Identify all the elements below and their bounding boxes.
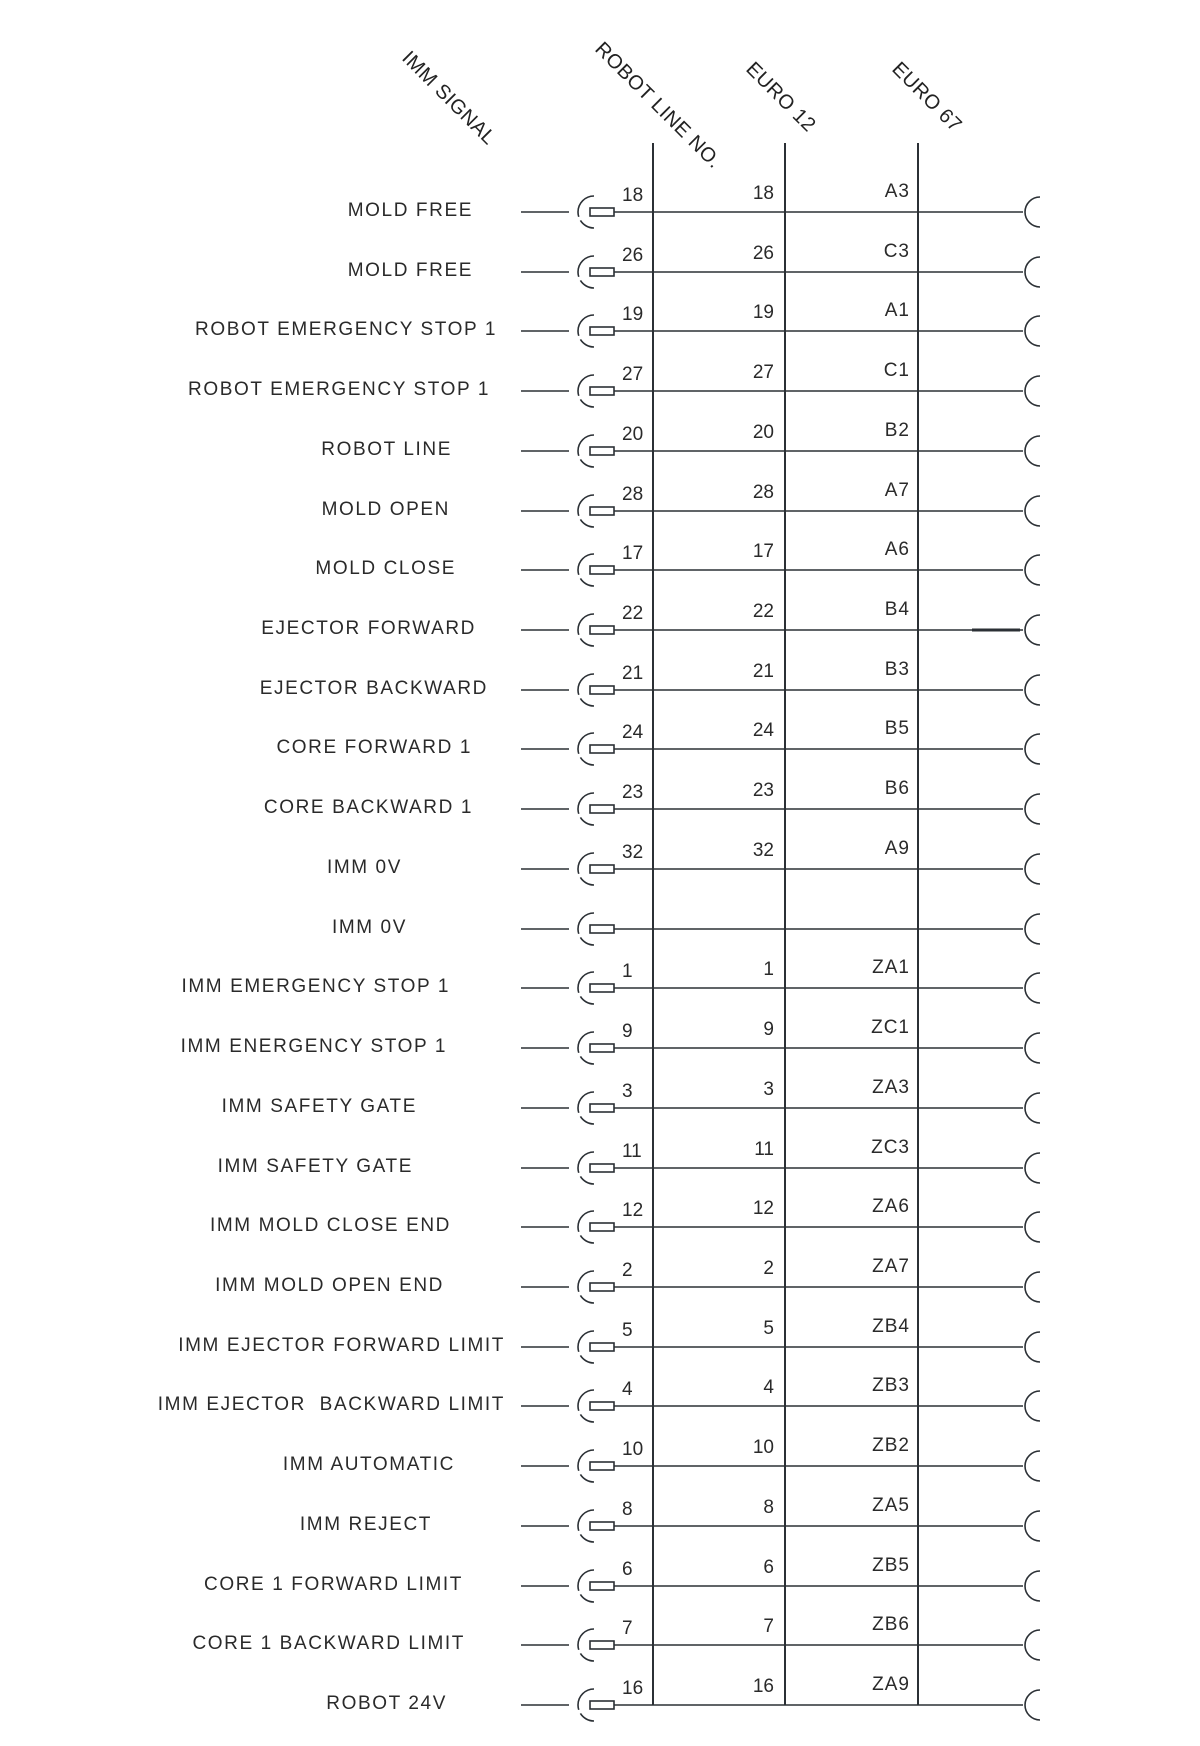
signal-label: IMM EJECTOR BACKWARD LIMIT (157, 1394, 505, 1415)
signal-label: EJECTOR BACKWARD (259, 678, 488, 699)
robot-line-number: 10 (622, 1439, 644, 1460)
signal-label: MOLD FREE (347, 260, 473, 281)
plug-pin-icon (590, 1283, 614, 1291)
robot-line-number: 5 (622, 1320, 633, 1341)
signal-label: CORE 1 BACKWARD LIMIT (192, 1633, 465, 1654)
robot-line-number: 26 (622, 245, 644, 266)
robot-line-number: 22 (622, 603, 644, 624)
euro12-pin: 12 (752, 1198, 774, 1219)
plug-pin-icon (590, 1641, 614, 1649)
plug-pin-icon (590, 1462, 614, 1470)
right-socket-arc-icon (1025, 376, 1040, 406)
euro12-pin: 22 (752, 601, 774, 622)
signal-label: MOLD FREE (347, 200, 473, 221)
robot-line-number: 28 (622, 484, 644, 505)
euro12-pin: 26 (752, 243, 774, 264)
euro12-pin: 18 (752, 183, 774, 204)
plug-pin-icon (590, 805, 614, 813)
euro67-pin: A1 (884, 300, 910, 321)
right-socket-arc-icon (1025, 914, 1040, 944)
signal-label: IMM 0V (331, 917, 407, 938)
signal-label: ROBOT LINE (321, 439, 452, 460)
euro12-pin: 21 (752, 661, 774, 682)
signal-label: IMM SAFETY GATE (221, 1096, 417, 1117)
right-socket-arc-icon (1025, 555, 1040, 585)
plug-pin-icon (590, 1044, 614, 1052)
euro12-pin: 28 (752, 482, 774, 503)
robot-line-number: 7 (622, 1618, 633, 1639)
signal-label: CORE BACKWARD 1 (263, 797, 473, 818)
plug-pin-icon (590, 208, 614, 216)
plug-pin-icon (590, 327, 614, 335)
signal-label: IMM EJECTOR FORWARD LIMIT (178, 1335, 505, 1356)
right-socket-arc-icon (1025, 316, 1040, 346)
euro12-pin: 23 (752, 780, 774, 801)
euro67-pin: C3 (883, 241, 910, 262)
signal-label: IMM AUTOMATIC (282, 1454, 455, 1475)
euro67-pin: ZC1 (871, 1017, 910, 1038)
right-socket-arc-icon (1025, 854, 1040, 884)
robot-line-number: 21 (622, 663, 644, 684)
robot-line-number: 1 (622, 961, 633, 982)
plug-pin-icon (590, 1223, 614, 1231)
euro67-pin: ZA5 (872, 1495, 910, 1516)
plug-pin-icon (590, 745, 614, 753)
right-socket-arc-icon (1025, 1690, 1040, 1720)
euro67-pin: ZB3 (872, 1375, 910, 1396)
euro67-pin: A9 (884, 838, 910, 859)
plug-pin-icon (590, 447, 614, 455)
right-socket-arc-icon (1025, 973, 1040, 1003)
robot-line-number: 6 (622, 1559, 633, 1580)
right-socket-arc-icon (1025, 794, 1040, 824)
signal-label: IMM SAFETY GATE (217, 1156, 413, 1177)
euro67-pin: A3 (884, 181, 910, 202)
header-robot-line-no: ROBOT LINE NO. (590, 38, 726, 173)
right-socket-arc-icon (1025, 496, 1040, 526)
euro67-pin: C1 (883, 360, 910, 381)
euro12-pin: 4 (763, 1377, 774, 1398)
euro12-pin: 10 (752, 1437, 774, 1458)
euro67-pin: A6 (884, 539, 910, 560)
plug-pin-icon (590, 507, 614, 515)
euro67-pin: ZC3 (871, 1137, 910, 1158)
robot-line-number: 9 (622, 1021, 633, 1042)
euro12-pin: 8 (763, 1497, 774, 1518)
right-socket-arc-icon (1025, 615, 1040, 645)
right-socket-arc-icon (1025, 1451, 1040, 1481)
euro67-pin: A7 (884, 480, 910, 501)
signal-label: IMM MOLD CLOSE END (210, 1215, 451, 1236)
euro12-pin: 17 (752, 541, 774, 562)
robot-line-number: 8 (622, 1499, 633, 1520)
robot-line-number: 12 (622, 1200, 644, 1221)
euro12-pin: 16 (752, 1676, 774, 1697)
plug-pin-icon (590, 925, 614, 933)
right-socket-arc-icon (1025, 1033, 1040, 1063)
euro12-pin: 19 (752, 302, 774, 323)
signal-label: IMM REJECT (299, 1514, 432, 1535)
signal-label: IMM MOLD OPEN END (215, 1275, 444, 1296)
signal-label: CORE 1 FORWARD LIMIT (204, 1574, 463, 1595)
right-socket-arc-icon (1025, 1212, 1040, 1242)
plug-pin-icon (590, 1701, 614, 1709)
plug-pin-icon (590, 1402, 614, 1410)
euro67-pin: B5 (884, 718, 910, 739)
signal-label: CORE FORWARD 1 (276, 737, 472, 758)
euro12-pin: 2 (763, 1258, 774, 1279)
euro67-pin: ZB5 (872, 1555, 910, 1576)
plug-pin-icon (590, 984, 614, 992)
right-socket-arc-icon (1025, 675, 1040, 705)
euro12-pin: 24 (752, 720, 774, 741)
euro12-pin: 6 (763, 1557, 774, 1578)
euro67-pin: B2 (884, 420, 910, 441)
robot-line-number: 18 (622, 185, 644, 206)
euro12-pin: 1 (763, 959, 774, 980)
plug-pin-icon (590, 268, 614, 276)
plug-pin-icon (590, 865, 614, 873)
signal-label: ROBOT EMERGENCY STOP 1 (195, 319, 497, 340)
euro67-pin: ZA6 (872, 1196, 910, 1217)
robot-line-number: 24 (622, 722, 644, 743)
right-socket-arc-icon (1025, 1153, 1040, 1183)
euro12-pin: 20 (752, 422, 774, 443)
euro67-pin: ZA1 (872, 957, 910, 978)
signal-label: EJECTOR FORWARD (261, 618, 476, 639)
right-socket-arc-icon (1025, 197, 1040, 227)
euro12-pin: 3 (763, 1079, 774, 1100)
robot-line-number: 2 (622, 1260, 633, 1281)
robot-line-number: 16 (622, 1678, 644, 1699)
euro12-pin: 11 (754, 1139, 774, 1160)
plug-pin-icon (590, 1104, 614, 1112)
euro67-pin: B4 (884, 599, 910, 620)
signal-label: IMM 0V (326, 857, 402, 878)
signal-label: IMM EMERGENCY STOP 1 (181, 976, 450, 997)
header-imm-signal: IMM SIGNAL (397, 47, 500, 150)
right-socket-arc-icon (1025, 257, 1040, 287)
robot-line-number: 11 (622, 1141, 642, 1162)
signal-label: MOLD OPEN (321, 499, 450, 520)
euro12-pin: 27 (752, 362, 774, 383)
euro67-pin: ZB6 (872, 1614, 910, 1635)
right-socket-arc-icon (1025, 734, 1040, 764)
robot-line-number: 23 (622, 782, 644, 803)
signal-label: IMM ENERGENCY STOP 1 (180, 1036, 447, 1057)
robot-line-number: 17 (622, 543, 644, 564)
plug-pin-icon (590, 626, 614, 634)
plug-pin-icon (590, 1164, 614, 1172)
signal-label: ROBOT EMERGENCY STOP 1 (188, 379, 490, 400)
signal-label: ROBOT 24V (326, 1693, 447, 1714)
plug-pin-icon (590, 1522, 614, 1530)
euro67-pin: ZA7 (872, 1256, 910, 1277)
header-euro12: EURO 12 (741, 58, 820, 137)
robot-line-number: 4 (622, 1379, 633, 1400)
euro67-pin: ZB4 (872, 1316, 910, 1337)
right-socket-arc-icon (1025, 1093, 1040, 1123)
euro12-pin: 9 (763, 1019, 774, 1040)
robot-line-number: 20 (622, 424, 644, 445)
right-socket-arc-icon (1025, 436, 1040, 466)
right-socket-arc-icon (1025, 1391, 1040, 1421)
robot-line-number: 32 (622, 842, 644, 863)
euro12-pin: 5 (763, 1318, 774, 1339)
plug-pin-icon (590, 1582, 614, 1590)
robot-line-number: 19 (622, 304, 644, 325)
euro67-pin: B3 (884, 659, 910, 680)
euro67-pin: ZA3 (872, 1077, 910, 1098)
robot-line-number: 27 (622, 364, 644, 385)
plug-pin-icon (590, 566, 614, 574)
euro12-pin: 7 (763, 1616, 774, 1637)
robot-line-number: 3 (622, 1081, 633, 1102)
right-socket-arc-icon (1025, 1571, 1040, 1601)
header-euro67: EURO 67 (887, 58, 966, 137)
plug-pin-icon (590, 387, 614, 395)
right-socket-arc-icon (1025, 1332, 1040, 1362)
plug-pin-icon (590, 1343, 614, 1351)
euro12-pin: 32 (752, 840, 774, 861)
right-socket-arc-icon (1025, 1511, 1040, 1541)
signal-label: MOLD CLOSE (315, 558, 456, 579)
right-socket-arc-icon (1025, 1630, 1040, 1660)
euro67-pin: B6 (884, 778, 910, 799)
plug-pin-icon (590, 686, 614, 694)
euro67-pin: ZA9 (872, 1674, 910, 1695)
euro67-pin: ZB2 (872, 1435, 910, 1456)
right-socket-arc-icon (1025, 1272, 1040, 1302)
